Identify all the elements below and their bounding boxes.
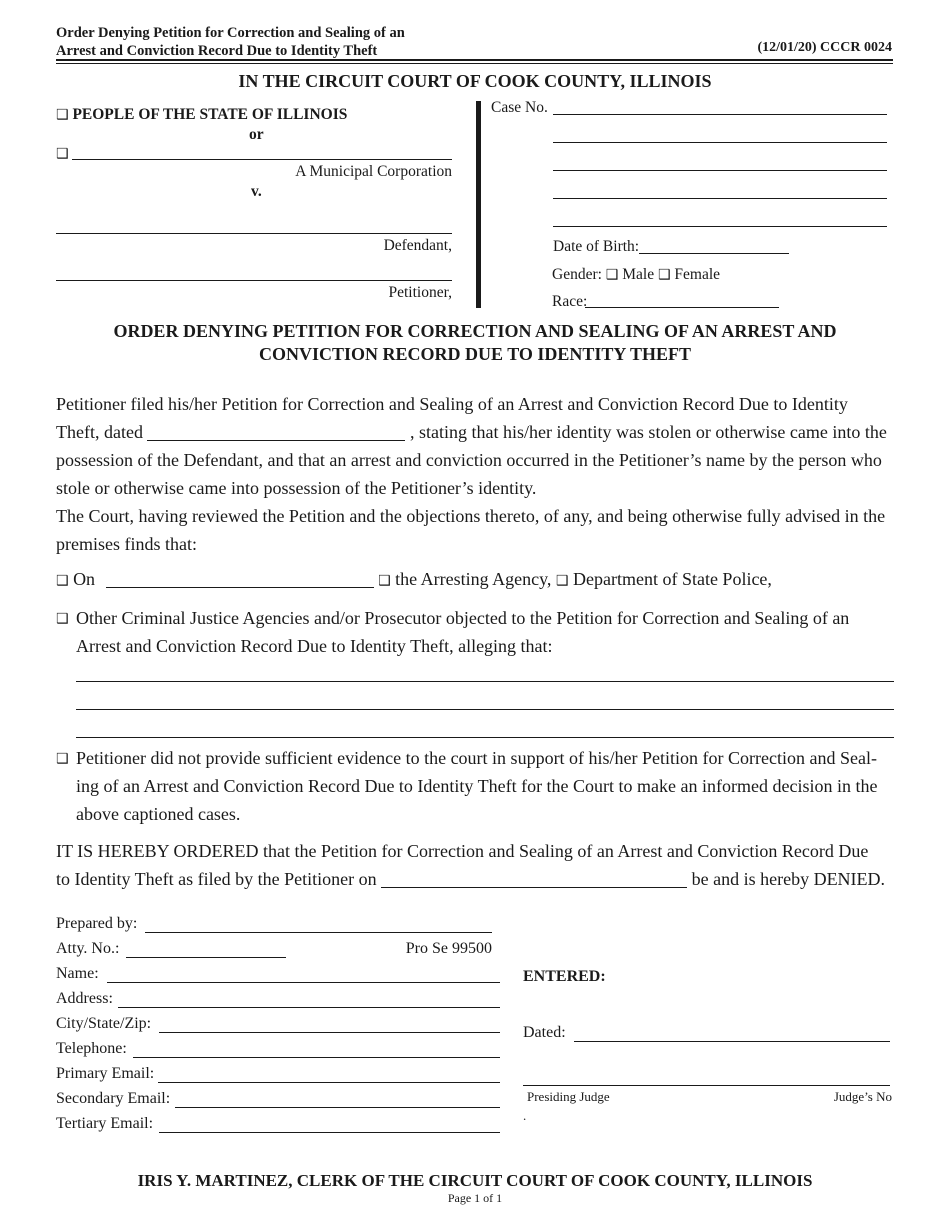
state-police-label: Department of State Police, (572, 569, 772, 589)
p1-line2 (56, 418, 896, 446)
pro-se-label: Pro Se 99500 (405, 940, 492, 957)
address-field[interactable] (118, 1007, 500, 1008)
form-title-line1: Order Denying Petition for Correction and Sealing of an (56, 25, 405, 41)
case-no-label: Case No. (491, 99, 548, 116)
primary-email-field[interactable] (158, 1082, 500, 1083)
p1-line3: possession of the Defendant, and that an arrest and conviction occurred in the Petitioner’s name by the person who (56, 450, 882, 470)
court-name: IN THE CIRCUIT COURT OF COOK COUNTY, ILLINOIS (238, 71, 712, 91)
race-field[interactable] (585, 307, 779, 308)
ordered-line1: IT IS HEREBY ORDERED that the Petition for Correction and Sealing of an Arrest and Conviction Record Due (56, 841, 869, 861)
form-title-line2: Arrest and Conviction Record Due to Identity Theft (56, 43, 378, 59)
order-title (0, 320, 950, 366)
p1-dated-label: Theft, dated (56, 422, 143, 442)
tertiary-email-field[interactable] (159, 1132, 500, 1133)
judges-no-label: Judge’s No (833, 1089, 892, 1104)
dob-field[interactable] (639, 253, 789, 254)
insuff-line1: Petitioner did not provide sufficient evidence to the court in support of his/her Petition for Correction and Seal- (76, 748, 877, 768)
order-title-line1: ORDER DENYING PETITION FOR CORRECTION AND SEALING OF AN ARREST AND (113, 321, 837, 341)
defendant-name-field[interactable] (56, 233, 452, 234)
defendant-label: Defendant, (383, 237, 452, 254)
secondary-email-label: Secondary Email: (56, 1090, 171, 1107)
arresting-agency-label: the Arresting Agency, (395, 569, 552, 589)
p1-line1: Petitioner filed his/her Petition for Correction and Sealing of an Arrest and Conviction Record Due to Identity (56, 394, 848, 414)
case-no-field-2[interactable] (553, 142, 887, 143)
municipal-label: A Municipal Corporation (295, 163, 452, 180)
case-no-field-3[interactable] (553, 170, 887, 171)
clerk-footer: IRIS Y. MARTINEZ, CLERK OF THE CIRCUIT COURT OF COOK COUNTY, ILLINOIS (137, 1171, 813, 1190)
or-label: or (249, 126, 264, 143)
name-label: Name: (56, 965, 99, 982)
petition-date-field[interactable] (147, 423, 405, 441)
case-no-field-5[interactable] (553, 226, 887, 227)
insufficient-evidence-paragraph (76, 744, 896, 828)
arresting-agency-checkbox[interactable]: ❑ (378, 573, 391, 589)
judge-dot: . (523, 1108, 527, 1123)
female-checkbox[interactable]: ❑ (657, 267, 671, 283)
allegation-field-3[interactable] (76, 737, 894, 738)
atty-no-label: Atty. No.: (56, 940, 120, 957)
prepared-by-field[interactable] (145, 932, 492, 933)
petitioner-name-field[interactable] (56, 280, 452, 281)
p1-line2-rest: , stating that his/her identity was stolen or otherwise came into the (409, 422, 887, 442)
ordered-paragraph (56, 837, 896, 893)
case-no-field-4[interactable] (553, 198, 887, 199)
objection-row (56, 569, 772, 590)
dated-label: Dated: (523, 1024, 566, 1041)
ordered-line2 (56, 865, 896, 893)
on-checkbox[interactable]: ❑ (56, 573, 69, 589)
dob-label: Date of Birth: (553, 238, 640, 255)
other-agencies-paragraph (76, 604, 896, 660)
people-label: PEOPLE OF THE STATE OF ILLINOIS (72, 106, 348, 123)
atty-no-field[interactable] (126, 957, 286, 958)
presiding-judge-label: Presiding Judge (527, 1089, 610, 1104)
male-label: Male (622, 266, 655, 283)
gender-label: Gender: (552, 266, 602, 283)
insuff-line3: above captioned cases. (76, 804, 241, 824)
header-rule-thick (56, 59, 893, 61)
p1-line4: stole or otherwise came into possession of the Petitioner’s identity. (56, 478, 537, 498)
people-checkbox[interactable]: ❑ (56, 107, 69, 123)
petitioner-label: Petitioner, (388, 284, 452, 301)
ordered-denied-label: be and is hereby DENIED. (691, 869, 886, 889)
municipality-name-field[interactable] (72, 159, 452, 160)
allegation-field-2[interactable] (76, 709, 894, 710)
other-line2: Arrest and Conviction Record Due to Identity Theft, alleging that: (76, 636, 553, 656)
secondary-email-field[interactable] (175, 1107, 500, 1108)
versus-label: v. (251, 183, 262, 200)
form-title (56, 24, 405, 60)
name-field[interactable] (107, 982, 500, 983)
other-agencies-checkbox[interactable]: ❑ (56, 611, 69, 627)
header-rule-thin (56, 63, 893, 64)
telephone-label: Telephone: (56, 1040, 127, 1057)
primary-email-label: Primary Email: (56, 1065, 155, 1082)
objection-date-field[interactable] (106, 570, 374, 588)
municipality-checkbox[interactable]: ❑ (56, 146, 69, 162)
insuff-line2: ing of an Arrest and Conviction Record Due to Identity Theft for the Court to make an informed decision in the (76, 776, 878, 796)
tertiary-email-label: Tertiary Email: (56, 1115, 154, 1132)
petition-paragraph (56, 390, 896, 558)
caption-divider (476, 101, 481, 308)
judge-signature-field[interactable] (523, 1085, 890, 1086)
filed-date-field[interactable] (381, 870, 687, 888)
p2-line1: The Court, having reviewed the Petition and the objections thereto, of any, and being otherwise fully advised in the (56, 506, 886, 526)
p2-line2: premises finds that: (56, 534, 197, 554)
other-line1: Other Criminal Justice Agencies and/or Prosecutor objected to the Petition for Correction and Sealing of an (76, 608, 850, 628)
on-label: On (73, 569, 96, 589)
people-option (56, 106, 347, 124)
entered-label: ENTERED: (523, 968, 606, 985)
address-label: Address: (56, 990, 113, 1007)
city-label: City/State/Zip: (56, 1015, 152, 1032)
page-number: Page 1 of 1 (447, 1191, 503, 1205)
telephone-field[interactable] (133, 1057, 500, 1058)
female-label: Female (674, 266, 721, 283)
insufficient-evidence-checkbox[interactable]: ❑ (56, 751, 69, 767)
male-checkbox[interactable]: ❑ (605, 267, 619, 283)
prepared-by-label: Prepared by: (56, 915, 138, 932)
gender-row (552, 266, 720, 284)
city-field[interactable] (159, 1032, 500, 1033)
allegation-field-1[interactable] (76, 681, 894, 682)
dated-field[interactable] (574, 1041, 890, 1042)
order-title-line2: CONVICTION RECORD DUE TO IDENTITY THEFT (259, 344, 691, 364)
form-code: (12/01/20) CCCR 0024 (757, 40, 892, 55)
ordered-filed-label: to Identity Theft as filed by the Petitioner on (56, 869, 377, 889)
state-police-checkbox[interactable]: ❑ (555, 573, 569, 589)
case-no-field-1[interactable] (553, 114, 887, 115)
race-label: Race: (552, 293, 588, 310)
